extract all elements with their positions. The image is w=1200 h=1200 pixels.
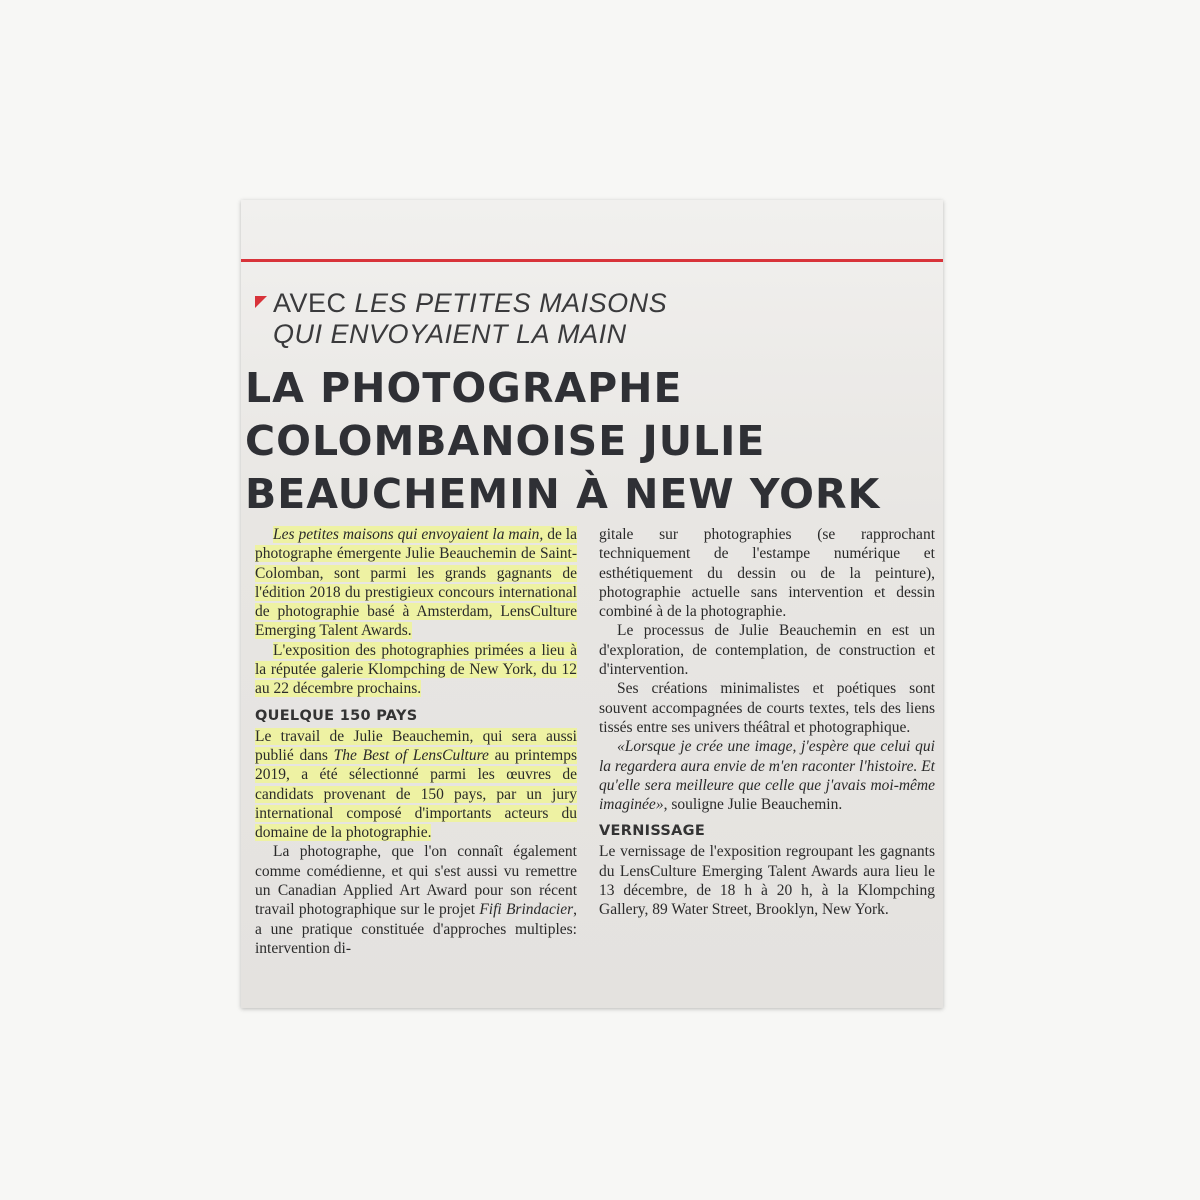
kicker [273, 288, 913, 350]
left-column [255, 525, 577, 958]
paragraph-exhibition [255, 641, 577, 699]
quote-attribution: , souligne Julie Beauchemin. [663, 796, 843, 814]
right-column [599, 525, 935, 920]
paragraph-process: Le processus de Julie Beauchemin en est un d'exploration, de contemplation, de construction et d'intervention. [599, 622, 935, 679]
paragraph-vernissage: Le vernissage de l'exposition regroupant les gagnants du LensCulture Emerging Talent Awards aura lieu le 13 décembre, de 18 h à 20 h, à la Klompching Gallery, 89 Water Street, Brooklyn, New York. [599, 843, 935, 919]
paragraph-intro [255, 525, 577, 641]
project-title: Fifi Brindacier [479, 901, 574, 919]
headline-line-2: COLOMBANOISE JULIE [245, 417, 766, 465]
paragraph-practice [255, 842, 577, 958]
paragraph-exhibition-text: L'exposition des photographies primées a lieu à la réputée galerie Klompching de New York, du 12 au 22 décembre prochains. [255, 641, 577, 698]
headline [245, 362, 939, 521]
paragraph-selection [255, 727, 577, 843]
publication-title: The Best of LensCulture [333, 746, 489, 764]
artwork-title: Les petites maisons qui envoyaient la main, [273, 526, 544, 543]
paragraph-selection-text-a: Le travail de Julie Beauchemin, qui sera aussi publié dans [255, 727, 577, 764]
headline-line-3: BEAUCHEMIN À NEW YORK [245, 470, 881, 518]
quote-text: «Lorsque je crée une image, j'espère que celui qui la regardera aura envie de m'en raconter l'histoire. Et qu'elle sera meilleure que celle que j'avais moi-même imaginée» [599, 738, 935, 814]
subhead-quelque-150-pays: QUELQUE 150 PAYS [255, 707, 418, 724]
paragraph-intro-text: de la photographe émergente Julie Beauchemin de Saint-Colomban, sont parmi les grands gagnants de l'édition 2018 du prestigieux concours international de photographie basé à Amsterdam, LensCulture Emerging Talent Awards. [255, 526, 577, 640]
paragraph-techniques: gitale sur photographies (se rapprochant techniquement de l'estampe numérique et esthétiquement du dessin ou de la peinture), photographie actuelle sans intervention et dessin combiné à de la photographie. [599, 526, 935, 621]
kicker-italic: LES PETITES MAISONS [354, 288, 668, 318]
paragraph-quote [599, 737, 935, 814]
paragraph-practice-text-b: , a une pratique constituée d'approches multiples: intervention di- [255, 901, 577, 957]
red-top-rule [241, 259, 943, 262]
paragraph-practice-text-a: La photographe, que l'on connaît également comme comédienne, et qui s'est aussi vu remettre un Canadian Applied Art Award pour son récent travail photographique sur le projet [255, 843, 577, 919]
kicker-prefix: AVEC [273, 288, 355, 318]
paragraph-selection-text-b: au printemps 2019, a été sélectionné parmi les œuvres de candidats provenant de 150 pays, par un jury international composé d'importants acteurs du domaine de la photographie. [255, 746, 578, 842]
subhead-vernissage: VERNISSAGE [599, 823, 706, 840]
paragraph-creations: Ses créations minimalistes et poétiques sont souvent accompagnées de courts textes, tels des liens tissés entre ses univers théâtral et photographique. [599, 680, 935, 736]
kicker-line-2: QUI ENVOYAIENT LA MAIN [273, 319, 627, 349]
newspaper-clipping [241, 200, 943, 1008]
red-corner-marker [255, 296, 267, 308]
headline-line-1: LA PHOTOGRAPHE [245, 364, 683, 412]
